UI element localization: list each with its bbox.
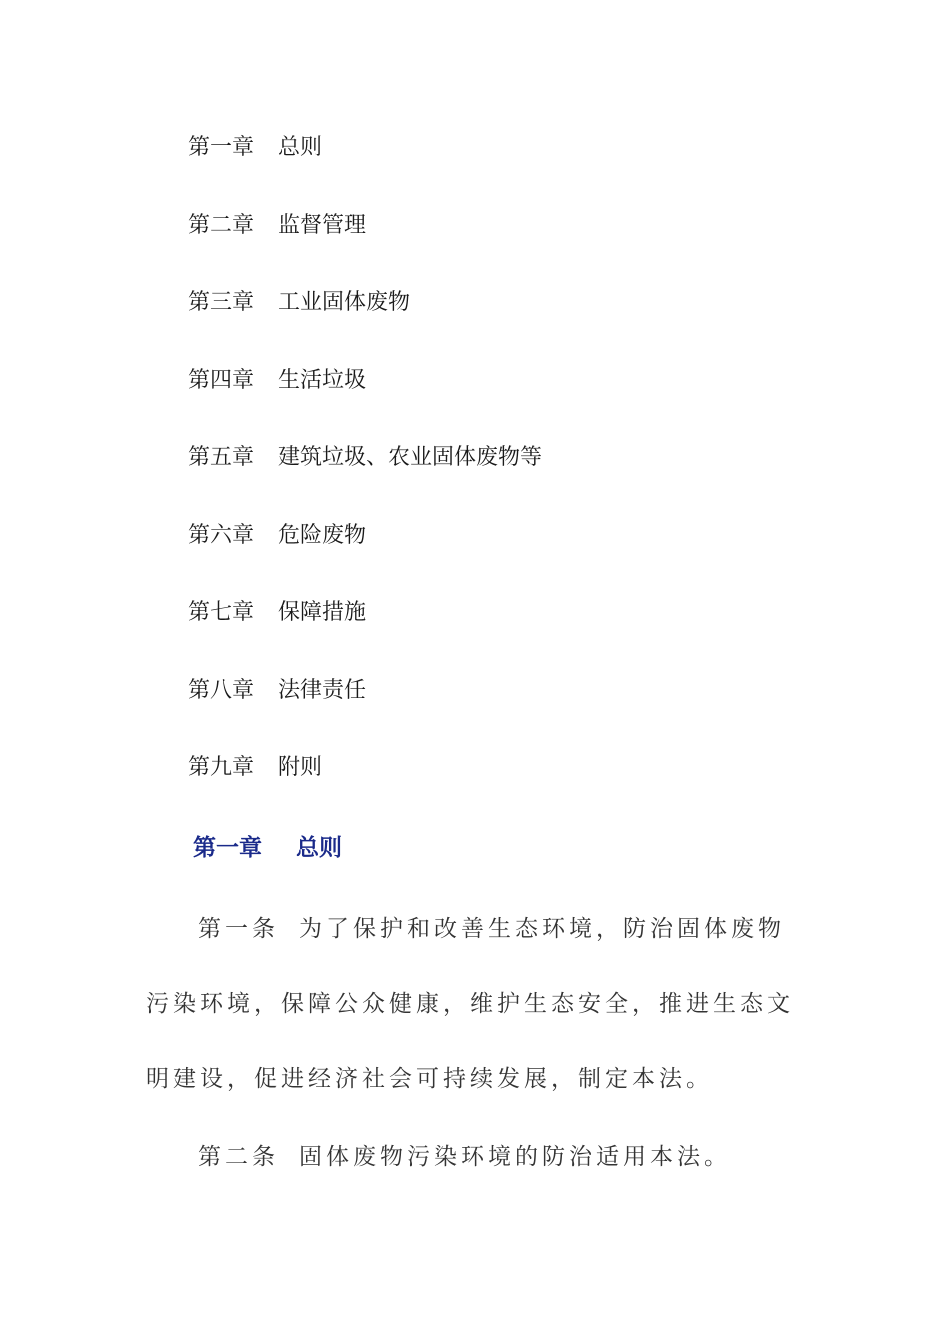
toc-chapter-title: 附则 <box>278 755 323 780</box>
article-text: 固体废物污染环境的防治适用本法。 <box>299 1144 731 1170</box>
toc-chapter-number: 第七章 <box>188 600 255 625</box>
chapter-heading-title: 总则 <box>296 834 342 861</box>
table-of-contents <box>188 128 888 826</box>
toc-chapter-number: 第六章 <box>188 522 255 548</box>
toc-item-chapter-7 <box>188 593 888 671</box>
toc-item-chapter-2 <box>188 206 888 284</box>
chapter-heading <box>193 828 342 868</box>
article-2 <box>146 1120 796 1195</box>
toc-chapter-title: 保障措施 <box>278 600 367 625</box>
chapter-heading-number: 第一章 <box>193 834 262 861</box>
toc-chapter-title: 危险废物 <box>278 522 367 548</box>
toc-chapter-title: 建筑垃圾、农业固体废物等 <box>278 445 543 470</box>
toc-chapter-title: 生活垃圾 <box>278 367 367 393</box>
toc-item-chapter-1 <box>188 128 888 206</box>
toc-item-chapter-5 <box>188 438 888 516</box>
toc-item-chapter-9 <box>188 748 888 826</box>
toc-item-chapter-8 <box>188 671 888 749</box>
toc-chapter-title: 工业固体废物 <box>278 290 411 315</box>
toc-chapter-number: 第三章 <box>188 290 255 315</box>
article-1 <box>146 892 796 1117</box>
toc-chapter-number: 第九章 <box>188 755 255 780</box>
toc-chapter-number: 第一章 <box>188 135 255 160</box>
toc-chapter-number: 第八章 <box>188 677 255 703</box>
toc-chapter-title: 监督管理 <box>278 212 367 238</box>
toc-chapter-number: 第四章 <box>188 367 255 393</box>
article-number: 第二条 <box>198 1144 279 1170</box>
toc-item-chapter-6 <box>188 516 888 594</box>
toc-item-chapter-4 <box>188 361 888 439</box>
toc-chapter-number: 第五章 <box>188 445 255 470</box>
article-text: 为了保护和改善生态环境，防治固体废物污染环境，保障公众健康，维护生态安全，推进生态文明建设，促进经济社会可持续发展，制定本法。 <box>146 916 794 1092</box>
article-number: 第一条 <box>198 916 279 942</box>
toc-chapter-title: 法律责任 <box>278 677 367 703</box>
toc-chapter-number: 第二章 <box>188 212 255 238</box>
toc-item-chapter-3 <box>188 283 888 361</box>
toc-chapter-title: 总则 <box>278 135 323 160</box>
